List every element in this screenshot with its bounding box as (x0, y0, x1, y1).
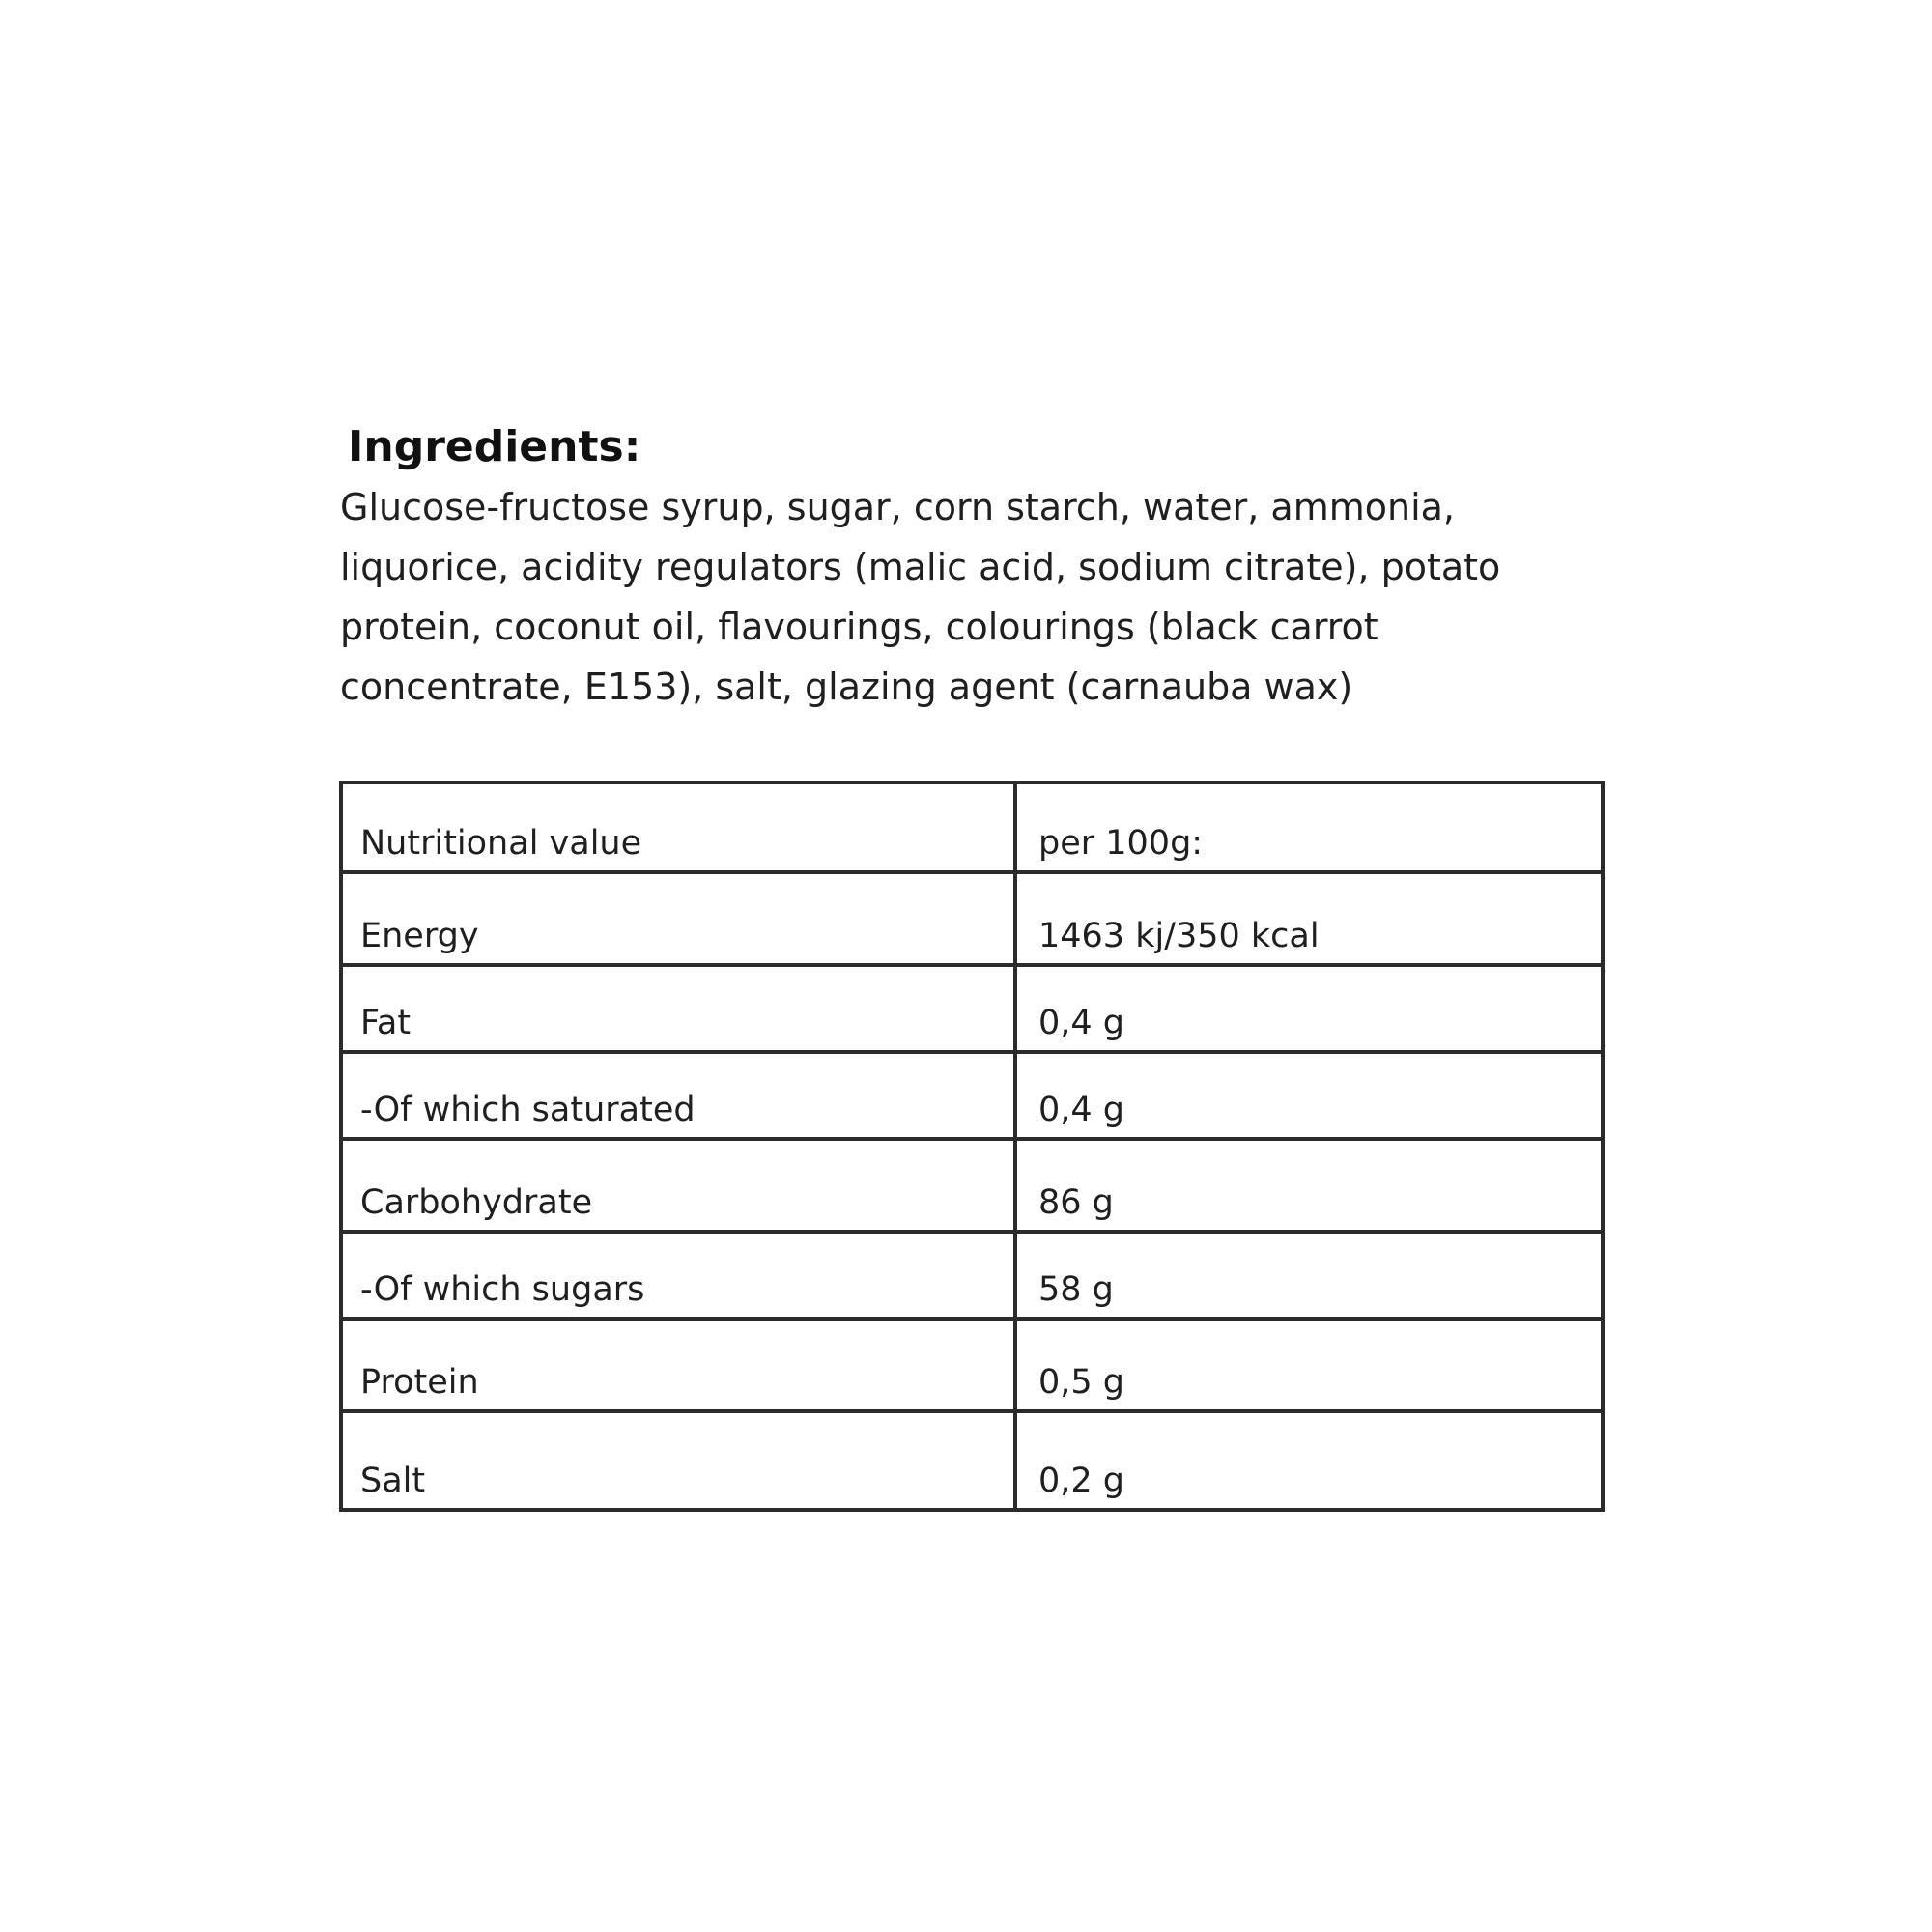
nutrition-label: -Of which sugars (341, 1232, 1015, 1319)
nutrition-value: 0,4 g (1015, 965, 1603, 1052)
nutrition-row-energy (341, 872, 1603, 965)
nutrition-label: Salt (341, 1411, 1015, 1510)
ingredients-line: liquorice, acidity regulators (malic acid, sodium citrate), potato (340, 546, 1501, 588)
ingredients-heading: Ingredients: (348, 422, 641, 471)
nutrition-header-label: Nutritional value (341, 782, 1015, 872)
nutrition-label: -Of which saturated (341, 1052, 1015, 1139)
nutrition-row-fat (341, 965, 1603, 1052)
ingredients-line: protein, coconut oil, flavourings, colourings (black carrot (340, 606, 1378, 648)
nutrition-row-sugars (341, 1232, 1603, 1319)
nutrition-label: Protein (341, 1319, 1015, 1411)
nutrition-value: 0,2 g (1015, 1411, 1603, 1510)
nutrition-row-salt (341, 1411, 1603, 1510)
nutrition-header-row (341, 782, 1603, 872)
nutrition-value: 1463 kj/350 kcal (1015, 872, 1603, 965)
nutrition-value: 0,4 g (1015, 1052, 1603, 1139)
nutrition-value: 0,5 g (1015, 1319, 1603, 1411)
nutrition-row-saturated (341, 1052, 1603, 1139)
nutrition-value: 86 g (1015, 1139, 1603, 1232)
nutrition-value: 58 g (1015, 1232, 1603, 1319)
nutrition-header-value: per 100g: (1015, 782, 1603, 872)
ingredients-line: concentrate, E153), salt, glazing agent (carnauba wax) (340, 666, 1353, 708)
nutrition-label: Carbohydrate (341, 1139, 1015, 1232)
nutrition-row-carbohydrate (341, 1139, 1603, 1232)
nutrition-table (339, 781, 1605, 1512)
nutrition-row-protein (341, 1319, 1603, 1411)
ingredients-section (340, 417, 1596, 717)
ingredients-line: Glucose-fructose syrup, sugar, corn starch, water, ammonia, (340, 486, 1456, 528)
nutrition-label: Energy (341, 872, 1015, 965)
nutrition-label: Fat (341, 965, 1015, 1052)
ingredients-text (340, 477, 1596, 717)
